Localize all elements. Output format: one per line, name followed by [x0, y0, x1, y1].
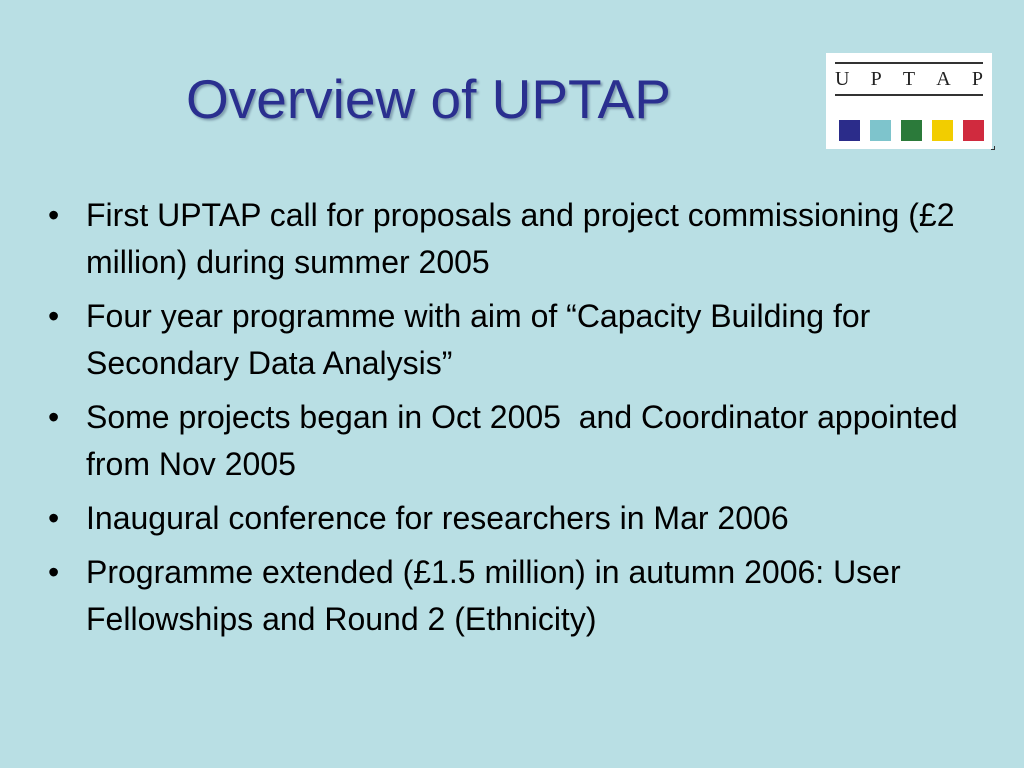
logo-top-rule: [835, 62, 983, 64]
logo-letter-t: T: [902, 67, 916, 90]
slide-title: Overview of UPTAP: [186, 68, 671, 130]
logo-letter-p2: P: [971, 67, 983, 90]
bullet-item: [48, 394, 998, 488]
logo-square-red: [963, 120, 984, 141]
bullet-text: Programme extended (£1.5 million) in autumn 2006: User Fellowships and Round 2 (Ethnicity): [86, 554, 901, 637]
bullet-dot: •: [48, 554, 60, 590]
bullet-item: [48, 549, 998, 643]
logo-color-squares: [839, 120, 987, 142]
logo-letter-a: A: [936, 67, 951, 90]
uptap-logo: [826, 53, 992, 149]
logo-letter-u: U: [835, 67, 850, 90]
bullet-item: [48, 192, 998, 286]
logo-square-navy: [839, 120, 860, 141]
bullet-dot: •: [48, 197, 60, 233]
bullet-text: Inaugural conference for researchers in Mar 2006: [86, 500, 789, 536]
logo-letter-p: P: [870, 67, 882, 90]
logo-bottom-rule: [835, 94, 983, 96]
logo-square-yellow: [932, 120, 953, 141]
bullet-item: [48, 495, 998, 542]
bullet-dot: •: [48, 399, 60, 435]
bullet-dot: •: [48, 298, 60, 334]
bullet-dot: •: [48, 500, 60, 536]
bullet-text: First UPTAP call for proposals and project commissioning (£2 million) during summer 2005: [86, 197, 955, 280]
bullet-text: Some projects began in Oct 2005 and Coordinator appointed from Nov 2005: [86, 399, 967, 482]
logo-corner-mark: [991, 146, 995, 150]
bullet-list: [48, 192, 998, 650]
logo-wordmark: [835, 66, 983, 92]
bullet-text: Four year programme with aim of “Capacity Building for Secondary Data Analysis”: [86, 298, 871, 381]
logo-square-teal: [870, 120, 891, 141]
bullet-item: [48, 293, 998, 387]
logo-square-green: [901, 120, 922, 141]
